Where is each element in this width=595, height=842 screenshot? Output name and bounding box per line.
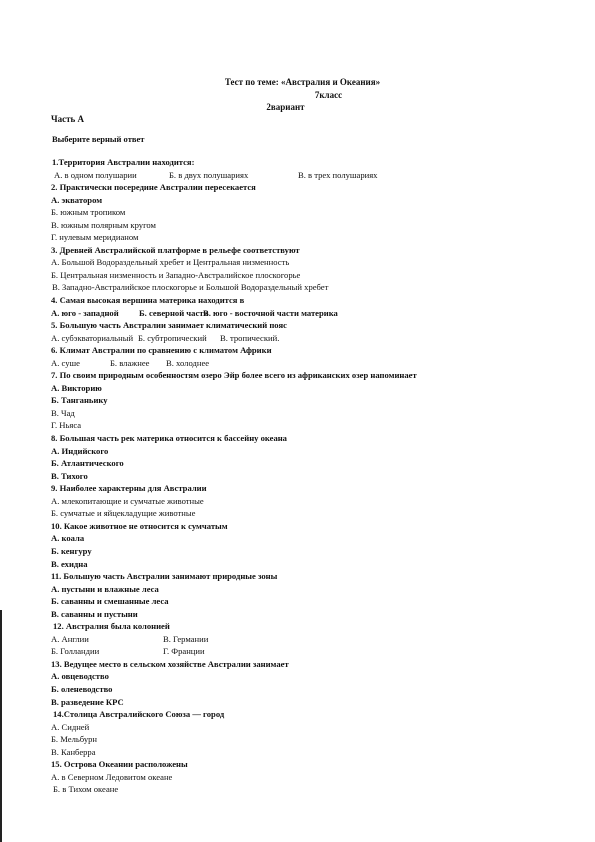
option: А. юго - западной <box>51 307 119 318</box>
question-14: 14.Столица Австралийского Союза — город <box>53 709 225 720</box>
options-row-6 <box>51 357 581 370</box>
option: Б. северной части <box>139 307 209 318</box>
option: В. Канберра <box>51 746 96 757</box>
option: А. Сидней <box>51 721 90 732</box>
question-7: 7. По своим природным особенностям озеро Эйр более всего из африканских озер напоминает <box>51 370 417 381</box>
option: Б. Танганьику <box>51 395 108 406</box>
part-heading: Часть А <box>51 114 85 124</box>
question-8: 8. Большая часть рек материка относится к бассейну океана <box>51 433 287 444</box>
option: А. овцеводство <box>51 671 109 682</box>
question-4: 4. Самая высокая вершина материка находится в <box>51 295 245 306</box>
option: А. пустыни и влажные леса <box>51 583 159 594</box>
question-6: 6. Климат Австралии по сравнению с климатом Африки <box>51 345 272 356</box>
test-variant: 2вариант <box>266 102 305 112</box>
option: В. ехидна <box>51 558 88 569</box>
question-1: 1.Территория Австралии находится: <box>52 157 195 167</box>
option: Б. Мельбурн <box>51 734 98 745</box>
option: Б. в Тихом океане <box>53 784 119 795</box>
option: А. в одном полушарии <box>54 169 137 180</box>
question-2: 2. Практически посередине Австралии пересекается <box>51 182 256 193</box>
option: А. Большой Водораздельный хребет и Центральная низменность <box>51 257 290 268</box>
question-3: 3. Древней Австралийской платформе в рельефе соответствуют <box>51 244 300 255</box>
test-header <box>0 76 595 114</box>
option: В. в трех полушариях <box>298 169 378 180</box>
option: В. Германии <box>163 633 209 644</box>
options-row-12a <box>51 633 581 646</box>
question-12: 12. Австралия была колонией <box>53 621 170 632</box>
questions-list <box>51 156 581 796</box>
option: Г. Франции <box>163 646 205 657</box>
option: Г. нулевым меридианом <box>51 232 139 243</box>
option: В. холоднее <box>166 357 210 368</box>
options-row-1 <box>51 169 581 182</box>
options-row-12b <box>51 645 581 658</box>
question-9: 9. Наиболее характерны для Австралии <box>51 483 207 494</box>
question-10: 10. Какое животное не относится к сумчатым <box>51 520 228 531</box>
option: Г. Ньяса <box>51 420 82 431</box>
option: В. юго - восточной части материка <box>203 307 338 318</box>
option: Б. Центральная низменность и Западно-Австралийское плоскогорье <box>51 269 301 280</box>
option: А. суше <box>51 357 80 368</box>
option: Б. влажнее <box>110 357 150 368</box>
options-row-4 <box>51 307 581 320</box>
option: А. Индийского <box>51 445 109 456</box>
option: А. коала <box>51 533 85 544</box>
question-11: 11. Большую часть Австралии занимают природные зоны <box>51 571 278 582</box>
option: А. Викторию <box>51 382 102 393</box>
question-5: 5. Большую часть Австралии занимает климатический пояс <box>51 320 287 331</box>
option: Б. южным тропиком <box>51 207 126 218</box>
option: Б. кенгуру <box>51 545 92 556</box>
instruction: Выберите верный ответ <box>52 134 145 144</box>
question-13: 13. Ведущее место в сельском хозяйстве Австралии занимает <box>51 658 289 669</box>
option: Б. Голландии <box>51 646 100 657</box>
option: В. Чад <box>51 407 75 418</box>
option: А. млекопитающие и сумчатые животные <box>51 495 204 506</box>
option: В. Тихого <box>51 470 88 481</box>
option: Б. оленеводство <box>51 683 113 694</box>
option: А. экватором <box>51 194 103 205</box>
option: В. тропический. <box>220 332 280 343</box>
option: Б. сумчатые и яйцекладущие животные <box>51 508 196 519</box>
option: А. в Северном Ледовитом океане <box>51 771 173 782</box>
margin-rule <box>0 610 2 842</box>
test-grade: 7класс <box>314 89 343 100</box>
question-15: 15. Острова Океании расположены <box>51 759 188 770</box>
option: В. разведение КРС <box>51 696 124 707</box>
option: А. Англии <box>51 633 89 644</box>
option: Б. Атлантического <box>51 458 124 469</box>
option: В. Западно-Австралийское плоскогорье и Большой Водораздельный хребет <box>52 282 329 293</box>
option: Б. субтропический <box>138 332 207 343</box>
option: В. саванны и пустыни <box>51 608 138 619</box>
options-row-5 <box>51 332 581 345</box>
option: В. южным полярным кругом <box>51 219 156 230</box>
test-title: Тест по теме: «Австралия и Океания» <box>224 77 381 87</box>
option: Б. саванны и смешанные леса <box>51 596 169 607</box>
option: А. субэкваториальный <box>51 332 134 343</box>
option: Б. в двух полушариях <box>169 169 249 180</box>
